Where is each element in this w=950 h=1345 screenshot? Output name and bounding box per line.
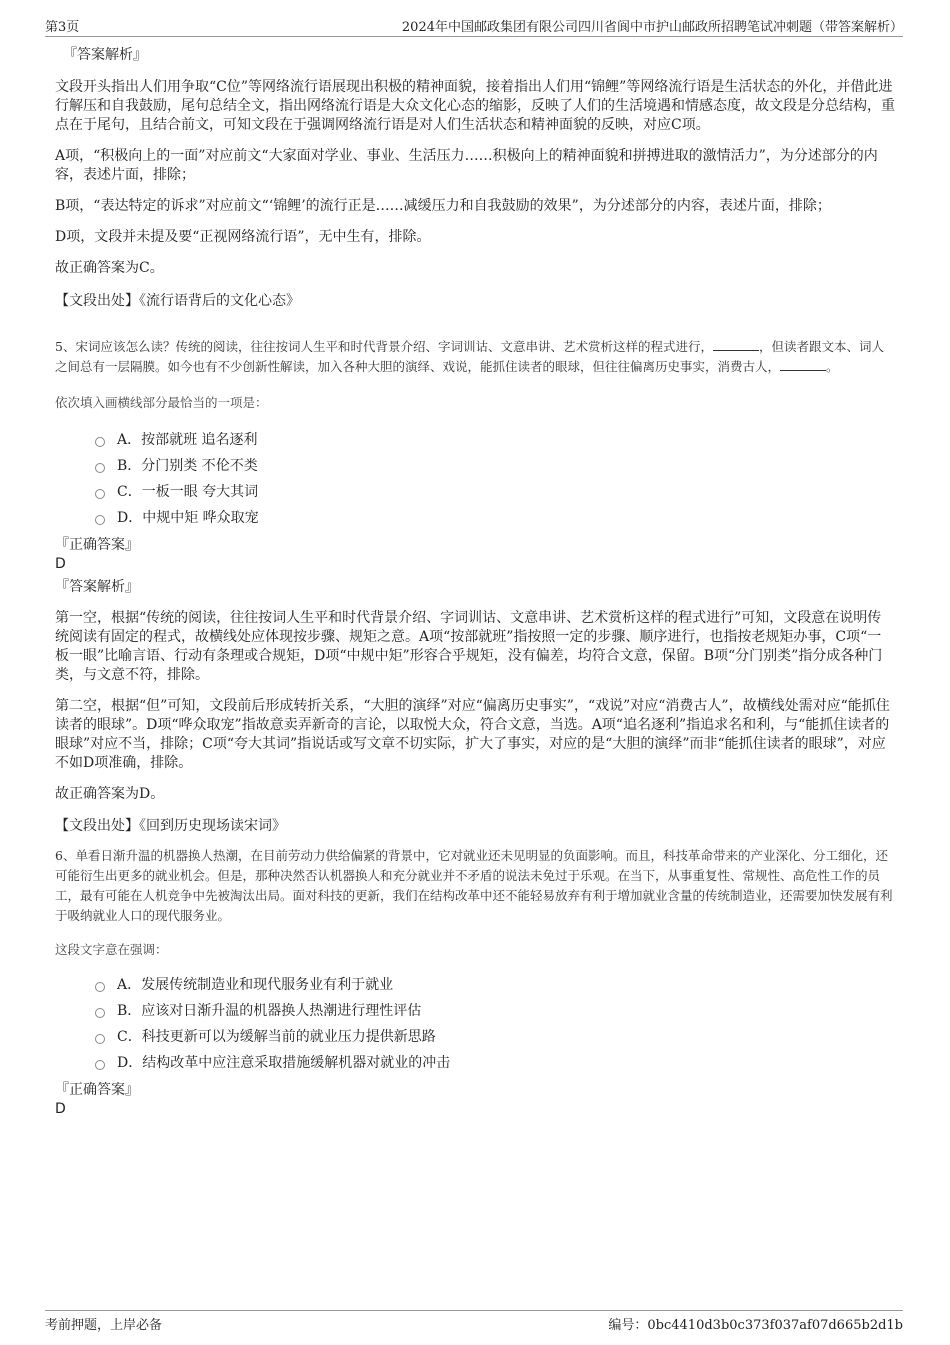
footer-serial: 编号：0bc4410d3b0c373f037af07d665b2d1b (608, 1318, 903, 1333)
q5-analysis-p2: 第二空，根据“但”可知，文段前后形成转折关系，“大胆的演绎”对应“偏离历史事实”，“戏说”对应“消费古人”，故横线处需对应“能抓住读者的眼球”。D项“哗众取宠”指故意卖弄新奇的言论，以取悦大众，符合文意，当选。A项“追名逐利”指追求名和利，与“能抓住读者的眼球”对应不当，排除；C项“夸大其词”指说话或写文章不切实际，扩大了事实，对应的是“大胆的演绎”而非“能抓住读者的眼球”，对应不如D项准确，排除。 (55, 698, 890, 771)
q5-analysis-p1: 第一空，根据“传统的阅读，往往按词人生平和时代背景介绍、字词训诂、文意串讲、艺术赏析这样的程式进行”可知，文段意在说明传统阅读有固定的程式，故横线处应体现按步骤、规矩之意。A项“按部就班”指按照一定的步骤、顺序进行，也指按老规矩办事，C项“一板一眼”比喻言语、行动有条理或合规矩，D项“中规中矩”形容合乎规矩，没有偏差，均符合文意，保留。B项“分门别类”指分成各种门类，与文意不符，排除。 (55, 610, 883, 683)
q4-analysis-label: 『答案解析』 (63, 47, 147, 63)
page-footer (45, 1310, 903, 1335)
page-number: 第3页 (45, 20, 80, 35)
q5-analysis-label: 『答案解析』 (55, 579, 139, 595)
q4-analysis-p4: D项，文段并未提及要“正视网络流行语”，无中生有，排除。 (55, 229, 431, 245)
q5-blank-2 (780, 358, 826, 371)
radio-icon[interactable] (95, 1034, 105, 1044)
q5-analysis-p3: 故正确答案为D。 (55, 786, 165, 802)
q6-option-c[interactable]: C．科技更新可以为缓解当前的就业压力提供新思路 (95, 1024, 895, 1050)
radio-icon[interactable] (95, 437, 105, 447)
q5-option-b[interactable]: B．分门别类 不伦不类 (95, 453, 895, 479)
q5-answer-label: 『正确答案』 (55, 537, 139, 553)
radio-icon[interactable] (95, 1060, 105, 1070)
q5-option-c[interactable]: C．一板一眼 夸大其词 (95, 479, 895, 505)
q5-answer: D (55, 556, 66, 572)
q4-analysis-p2: A项，“积极向上的一面”对应前文“大家面对学业、事业、生活压力……积极向上的精神面貌和拼搏进取的激情活力”，为分述部分的内容，表述片面，排除； (55, 148, 878, 183)
q4-source: 【文段出处】《流行语背后的文化心态》 (55, 293, 300, 309)
page-header (45, 14, 903, 37)
document-title: 2024年中国邮政集团有限公司四川省阆中市护山邮政所招聘笔试冲刺题（带答案解析） (401, 20, 903, 35)
q6-question: 6、单看日渐升温的机器换人热潮，在目前劳动力供给偏紧的背景中，它对就业还未见明显的负面影响。而且，科技革命带来的产业深化、分工细化，还可能衍生出更多的就业机会。但是，那种决然否认机器换人和充分就业并不矛盾的说法未免过于乐观。在当下，从事重复性、常规性、高危性工作的员工，最有可能在人机竞争中先被淘汰出局。面对科技的更新，我们在结构改革中还不能轻易放弃有利于增加就业含量的传统制造业，还需要加快发展有利于吸纳就业人口的现代服务业。 (55, 848, 893, 923)
q6-option-b[interactable]: B．应该对日渐升温的机器换人热潮进行理性评估 (95, 998, 895, 1024)
q5-blank-1 (713, 338, 759, 351)
radio-icon[interactable] (95, 489, 105, 499)
q6-prompt: 这段文字意在强调： (55, 942, 168, 957)
q5-question: 5、宋词应该怎么读？传统的阅读，往往按词人生平和时代背景介绍、字词训诂、文意串讲、艺术赏析这样的程式进行， ，但读者跟文本、词人之间总有一层隔膜。如今也有不少创新性解读，加入各种大胆的演绎、戏说，能抓住读者的眼球，但往往偏离历史事实，消费古人， 。 (55, 339, 884, 374)
q5-options (55, 427, 895, 531)
q6-options (55, 972, 895, 1076)
q4-analysis-p1: 文段开头指出人们用争取“C位”等网络流行语展现出积极的精神面貌，接着指出人们用“锦鲤”等网络流行语是生活状态的外化，并借此进行解压和自我鼓励，尾句总结全文，指出网络流行语是大众文化心态的缩影，反映了人们的生活境遇和情感态度，故文段是分总结构，重点在于尾句，且结合前文，可知文段在于强调网络流行语是对人们生活状态和精神面貌的反映，对应C项。 (55, 79, 895, 133)
radio-icon[interactable] (95, 515, 105, 525)
q5-prompt: 依次填入画横线部分最恰当的一项是： (55, 395, 268, 410)
q6-answer-label: 『正确答案』 (55, 1082, 139, 1098)
radio-icon[interactable] (95, 982, 105, 992)
q6-option-a[interactable]: A．发展传统制造业和现代服务业有利于就业 (95, 972, 895, 998)
radio-icon[interactable] (95, 1008, 105, 1018)
q5-option-a[interactable]: A．按部就班 追名逐利 (95, 427, 895, 453)
footer-slogan: 考前押题，上岸必备 (45, 1318, 163, 1333)
q5-option-d[interactable]: D．中规中矩 哗众取宠 (95, 505, 895, 531)
main-content (55, 45, 895, 1118)
radio-icon[interactable] (95, 463, 105, 473)
q6-answer: D (55, 1101, 66, 1117)
q4-analysis-p5: 故正确答案为C。 (55, 260, 164, 276)
q5-source: 【文段出处】《回到历史现场读宋词》 (55, 818, 286, 834)
q6-option-d[interactable]: D．结构改革中应注意采取措施缓解机器对就业的冲击 (95, 1050, 895, 1076)
q4-analysis-p3: B项，“表达特定的诉求”对应前文“‘锦鲤’的流行正是……减缓压力和自我鼓励的效果”，为分述部分的内容，表述片面，排除； (55, 198, 831, 214)
